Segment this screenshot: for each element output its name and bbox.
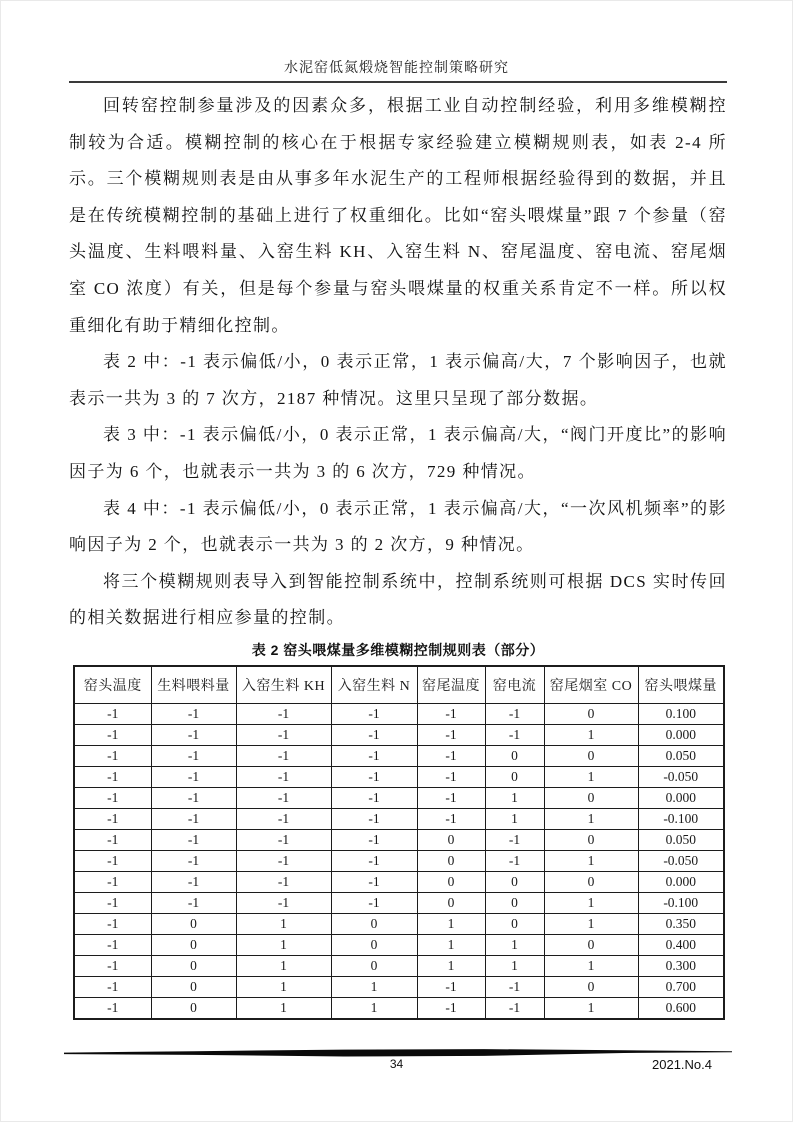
table-cell: -1 — [236, 850, 331, 871]
table-row — [74, 766, 724, 787]
table-cell: 0 — [544, 871, 638, 892]
table-cell: 0 — [151, 997, 236, 1019]
table-cell: -1 — [417, 745, 485, 766]
table-cell: -1 — [74, 829, 151, 850]
table-row — [74, 997, 724, 1019]
table-cell: -1 — [331, 703, 417, 724]
table-cell: 1 — [485, 787, 544, 808]
table-cell: -1 — [74, 703, 151, 724]
table-cell: 0.300 — [638, 955, 724, 976]
table-cell: 0.050 — [638, 745, 724, 766]
table-cell: -1 — [236, 808, 331, 829]
table-cell: 1 — [485, 955, 544, 976]
table-cell: 1 — [331, 997, 417, 1019]
table-cell: -0.050 — [638, 766, 724, 787]
paragraph: 表 2 中：-1 表示偏低/小，0 表示正常，1 表示偏高/大，7 个影响因子，也就表示一共为 3 的 7 次方，2187 种情况。这里只呈现了部分数据。 — [69, 352, 727, 408]
table-cell: 0 — [331, 934, 417, 955]
table-cell: -1 — [74, 766, 151, 787]
table-cell: 1 — [544, 766, 638, 787]
header-rule — [69, 81, 727, 83]
table-cell: -1 — [331, 724, 417, 745]
running-header-title: 水泥窑低氮煅烧智能控制策略研究 — [284, 61, 509, 76]
table-cell: -1 — [331, 745, 417, 766]
table-cell: -1 — [236, 871, 331, 892]
table-cell: -1 — [485, 976, 544, 997]
table-cell: 0 — [417, 871, 485, 892]
table-cell: -1 — [74, 955, 151, 976]
table-cell: 0 — [417, 850, 485, 871]
table-cell: 0 — [151, 934, 236, 955]
table-row — [74, 871, 724, 892]
column-header: 生料喂料量 — [151, 666, 236, 704]
table-cell: -1 — [151, 745, 236, 766]
rules-table-body — [74, 703, 724, 1019]
table-cell: -1 — [417, 766, 485, 787]
table-cell: -1 — [417, 997, 485, 1019]
table-cell: 1 — [236, 934, 331, 955]
table-cell: 0 — [485, 745, 544, 766]
table-cell: -1 — [151, 829, 236, 850]
table-cell: 1 — [417, 913, 485, 934]
table-cell: 0.050 — [638, 829, 724, 850]
table-cell: -1 — [74, 850, 151, 871]
table-cell: -1 — [236, 724, 331, 745]
table-cell: -1 — [331, 787, 417, 808]
fuzzy-rules-table — [73, 665, 725, 1020]
table-cell: -1 — [74, 997, 151, 1019]
table-cell: -0.100 — [638, 892, 724, 913]
table-cell: -1 — [485, 724, 544, 745]
table-cell: -1 — [74, 976, 151, 997]
table-cell: -1 — [151, 703, 236, 724]
column-header: 入窑生料 KH — [236, 666, 331, 704]
table-cell: -1 — [331, 766, 417, 787]
table-cell: -1 — [331, 850, 417, 871]
table-cell: -1 — [331, 829, 417, 850]
paragraph: 表 3 中：-1 表示偏低/小，0 表示正常，1 表示偏高/大，“阀门开度比”的影响因子为 6 个，也就表示一共为 3 的 6 次方，729 种情况。 — [69, 425, 727, 481]
table-cell: -1 — [151, 808, 236, 829]
table-cell: -1 — [236, 829, 331, 850]
table-cell: 1 — [417, 934, 485, 955]
table-row — [74, 934, 724, 955]
table-cell: -1 — [331, 892, 417, 913]
table-cell: -1 — [74, 934, 151, 955]
column-header: 窑尾温度 — [417, 666, 485, 704]
table-row — [74, 850, 724, 871]
table-cell: -1 — [74, 745, 151, 766]
column-header: 窑头温度 — [74, 666, 151, 704]
table-cell: -1 — [236, 766, 331, 787]
table-cell: -1 — [74, 892, 151, 913]
table-cell: -1 — [151, 766, 236, 787]
table-cell: 0 — [485, 892, 544, 913]
table-cell: -1 — [74, 913, 151, 934]
column-header: 窑尾烟室 CO — [544, 666, 638, 704]
table-cell: 1 — [485, 934, 544, 955]
table-cell: 0 — [544, 703, 638, 724]
table-row — [74, 892, 724, 913]
column-header: 窑头喂煤量 — [638, 666, 724, 704]
table-cell: 0 — [151, 913, 236, 934]
table-caption: 表 2 窑头喂煤量多维模糊控制规则表（部分） — [251, 641, 545, 658]
table-cell: 0.100 — [638, 703, 724, 724]
table-cell: -1 — [485, 703, 544, 724]
page-content — [69, 88, 727, 1020]
table-cell: 0 — [544, 745, 638, 766]
column-header: 入窑生料 N — [331, 666, 417, 704]
table-row — [74, 787, 724, 808]
table-cell: -1 — [417, 808, 485, 829]
table-cell: 0 — [544, 976, 638, 997]
table-cell: 1 — [485, 808, 544, 829]
paragraph: 将三个模糊规则表导入到智能控制系统中，控制系统则可根据 DCS 实时传回的相关数据进行相应参量的控制。 — [69, 571, 727, 628]
table-cell: 1 — [544, 997, 638, 1019]
table-cell: 0.000 — [638, 724, 724, 745]
table-cell: -1 — [485, 850, 544, 871]
table-cell: -0.050 — [638, 850, 724, 871]
paragraph: 回转窑控制参量涉及的因素众多，根据工业自动控制经验，利用多维模糊控制较为合适。模糊控制的核心在于根据专家经验建立模糊规则表，如表 2-4 所示。三个模糊规则表是由从事多年水泥生产的工程师根据经验得到的数据，并且是在传统模糊控制的基础上进行了权重细化。比如“窑头喂煤量”跟 7 个参量（窑头温度、生料喂料量、入窑生料 KH、入窑生料 N、窑尾温度、窑电流、窑尾烟室 CO 浓度）有关，但是每个参量与窑头喂煤量的权重关系肯定不一样。所以权重细化有助于精细化控制。 — [69, 96, 727, 335]
table-cell: -1 — [151, 724, 236, 745]
table-cell: -1 — [236, 703, 331, 724]
table-cell: -1 — [417, 787, 485, 808]
table-cell: 1 — [236, 913, 331, 934]
table-row — [74, 745, 724, 766]
table-cell: -1 — [417, 976, 485, 997]
table-cell: 0.700 — [638, 976, 724, 997]
table-cell: 1 — [544, 724, 638, 745]
table-cell: -1 — [236, 787, 331, 808]
table-cell: -1 — [331, 808, 417, 829]
table-row — [74, 913, 724, 934]
table-cell: -1 — [236, 892, 331, 913]
table-cell: 0 — [151, 976, 236, 997]
table-cell: 1 — [544, 913, 638, 934]
table-cell: 0.000 — [638, 871, 724, 892]
table-cell: -1 — [417, 724, 485, 745]
table-cell: 0.600 — [638, 997, 724, 1019]
table-cell: 0.400 — [638, 934, 724, 955]
table-row — [74, 955, 724, 976]
issue-label: 2021.No.4 — [652, 1057, 712, 1072]
table-row — [74, 829, 724, 850]
table-cell: -1 — [485, 997, 544, 1019]
paragraphs-container — [69, 88, 727, 637]
table-cell: -1 — [74, 808, 151, 829]
table-cell: 1 — [544, 850, 638, 871]
table-cell: 0 — [331, 955, 417, 976]
table-cell: -1 — [417, 703, 485, 724]
table-row — [74, 703, 724, 724]
table-cell: 1 — [544, 808, 638, 829]
table-cell: 1 — [236, 997, 331, 1019]
table-cell: 1 — [417, 955, 485, 976]
table-cell: 0 — [544, 829, 638, 850]
column-header: 窑电流 — [485, 666, 544, 704]
table-cell: -1 — [331, 871, 417, 892]
table-cell: -1 — [74, 787, 151, 808]
table-cell: 0 — [544, 787, 638, 808]
table-cell: -1 — [151, 850, 236, 871]
table-cell: 1 — [331, 976, 417, 997]
table-cell: 0 — [544, 934, 638, 955]
table-cell: 0 — [331, 913, 417, 934]
table-cell: -1 — [74, 724, 151, 745]
table-cell: 0 — [417, 892, 485, 913]
table-cell: 0.000 — [638, 787, 724, 808]
table-cell: -1 — [236, 745, 331, 766]
table-cell: 1 — [236, 976, 331, 997]
table-cell: 1 — [544, 892, 638, 913]
table-cell: -1 — [151, 871, 236, 892]
table-row — [74, 724, 724, 745]
table-row — [74, 976, 724, 997]
table-cell: 1 — [544, 955, 638, 976]
table-row — [74, 808, 724, 829]
table-cell: 0.350 — [638, 913, 724, 934]
table-header-row — [74, 666, 724, 704]
table-cell: -1 — [151, 892, 236, 913]
table-cell: 0 — [417, 829, 485, 850]
table-cell: -0.100 — [638, 808, 724, 829]
table-cell: -1 — [485, 829, 544, 850]
table-cell: -1 — [151, 787, 236, 808]
table-cell: 0 — [485, 766, 544, 787]
table-cell: -1 — [74, 871, 151, 892]
paragraph: 表 4 中：-1 表示偏低/小，0 表示正常，1 表示偏高/大，“一次风机频率”的影响因子为 2 个，也就表示一共为 3 的 2 次方，9 种情况。 — [69, 498, 727, 555]
table-cell: 0 — [485, 871, 544, 892]
table-cell: 0 — [485, 913, 544, 934]
table-cell: 1 — [236, 955, 331, 976]
table-cell: 0 — [151, 955, 236, 976]
page-number: 34 — [389, 1057, 404, 1071]
